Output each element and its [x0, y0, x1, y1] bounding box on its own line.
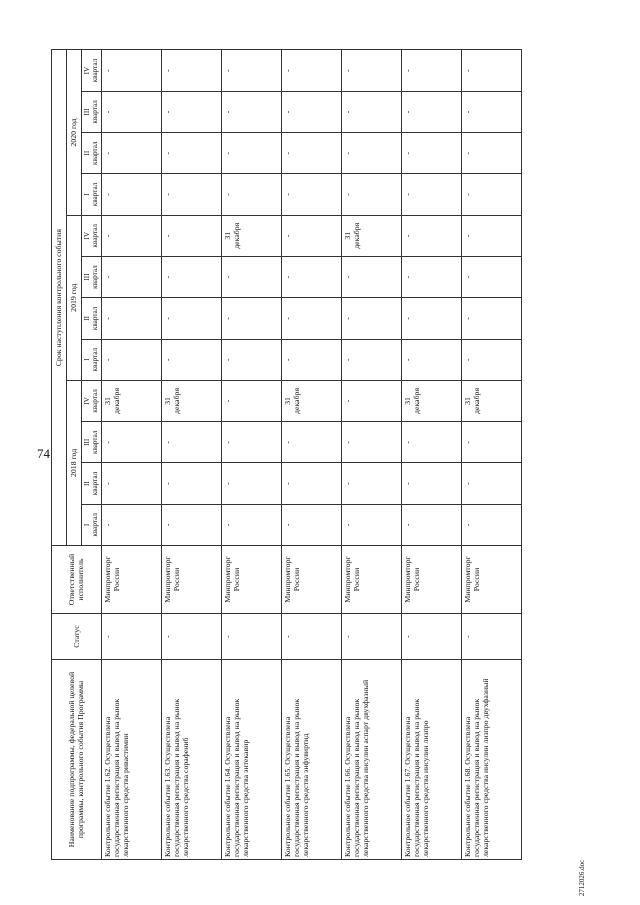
- deadline-cell: [281, 422, 341, 463]
- deadline-value: -: [282, 440, 292, 444]
- header-responsible: Ответственный исполнитель: [52, 546, 102, 614]
- deadline-value: -: [102, 317, 112, 320]
- deadline-value: -: [462, 440, 472, 444]
- deadline-cell: [461, 174, 521, 215]
- header-year: 2018 год: [67, 380, 82, 545]
- deadline-cell: [341, 504, 401, 545]
- deadline-cell: [101, 50, 161, 91]
- deadline-cell: [161, 298, 221, 339]
- deadline-cell: [281, 174, 341, 215]
- deadline-cell: [221, 50, 281, 91]
- table-row: [461, 50, 521, 860]
- event-status: -: [401, 614, 461, 660]
- event-responsible: Минпромторг России: [281, 546, 341, 614]
- deadline-value: -: [402, 151, 412, 155]
- event-responsible: Минпромторг России: [221, 546, 281, 614]
- deadline-value: -: [402, 317, 412, 320]
- deadline-value: -: [222, 275, 232, 279]
- header-year: 2020 год: [67, 50, 82, 215]
- deadline-cell: [341, 91, 401, 132]
- deadline-value: -: [402, 193, 412, 196]
- event-responsible: Минпромторг России: [101, 546, 161, 614]
- deadline-value: -: [222, 358, 232, 361]
- deadline-cell: [161, 215, 221, 256]
- deadline-value: -: [222, 482, 232, 485]
- event-name: Контрольное событие 1.64. Осуществлена государственная регистрация и вывод на рынок лекарственного средства энтекавир: [221, 660, 281, 860]
- header-quarter: [82, 339, 102, 380]
- deadline-value: -: [402, 440, 412, 444]
- deadline-value: 31 декабря: [402, 387, 422, 414]
- deadline-value: -: [222, 110, 232, 114]
- table-row: [221, 50, 281, 860]
- deadline-value: -: [102, 358, 112, 361]
- deadline-value: -: [282, 69, 292, 72]
- quarter-numeral: I: [83, 193, 91, 196]
- event-status: -: [461, 614, 521, 660]
- deadline-value: -: [282, 110, 292, 114]
- deadline-value: 31 декабря: [102, 387, 122, 414]
- header-quarter: [82, 174, 102, 215]
- deadline-cell: [341, 298, 401, 339]
- table-row: [161, 50, 221, 860]
- quarter-word: квартал: [91, 347, 100, 372]
- deadline-value: -: [162, 110, 172, 114]
- event-status: -: [161, 614, 221, 660]
- quarter-numeral: II: [83, 481, 91, 486]
- deadline-value: -: [462, 482, 472, 485]
- deadline-value: -: [222, 151, 232, 155]
- deadline-value: -: [462, 110, 472, 114]
- deadline-cell: [461, 215, 521, 256]
- deadline-cell: [401, 504, 461, 545]
- deadline-cell: [161, 91, 221, 132]
- deadline-cell: [461, 463, 521, 504]
- deadline-cell: [221, 339, 281, 380]
- deadline-value: -: [162, 151, 172, 155]
- deadline-cell: [341, 215, 401, 256]
- deadline-value: -: [102, 110, 112, 114]
- deadline-value: -: [162, 440, 172, 444]
- deadline-cell: [221, 91, 281, 132]
- deadline-cell: [341, 339, 401, 380]
- deadline-cell: [101, 133, 161, 174]
- deadline-cell: [401, 380, 461, 421]
- deadline-cell: [461, 422, 521, 463]
- deadline-cell: [101, 256, 161, 297]
- deadline-value: -: [162, 69, 172, 72]
- deadline-cell: [101, 339, 161, 380]
- deadline-cell: [281, 256, 341, 297]
- quarter-word: квартал: [91, 389, 100, 413]
- deadline-cell: [281, 50, 341, 91]
- deadline-value: -: [342, 358, 352, 361]
- deadline-cell: [101, 215, 161, 256]
- deadline-value: -: [462, 69, 472, 72]
- deadline-cell: [341, 380, 401, 421]
- deadline-value: -: [462, 317, 472, 320]
- deadline-cell: [281, 298, 341, 339]
- deadline-cell: [461, 298, 521, 339]
- deadline-cell: [161, 380, 221, 421]
- deadline-value: -: [102, 69, 112, 72]
- event-name: Контрольное событие 1.63. Осуществлена государственная регистрация и вывод на рынок лекарственного средства сорафениб: [161, 660, 221, 860]
- quarter-numeral: IV: [83, 66, 91, 75]
- deadline-cell: [161, 50, 221, 91]
- deadline-value: 31 декабря: [162, 387, 182, 414]
- deadline-cell: [161, 504, 221, 545]
- deadline-cell: [281, 380, 341, 421]
- deadline-value: -: [462, 523, 472, 527]
- event-name: Контрольное событие 1.62. Осуществлена государственная регистрация и вывод на рынок лекарственного средства ривастимин: [101, 660, 161, 860]
- event-responsible: Минпромторг России: [161, 546, 221, 614]
- header-quarter: [82, 504, 102, 545]
- deadline-value: -: [162, 358, 172, 361]
- deadline-cell: [281, 215, 341, 256]
- event-status: -: [101, 614, 161, 660]
- deadline-value: -: [402, 482, 412, 485]
- deadline-cell: [101, 422, 161, 463]
- deadline-value: -: [222, 317, 232, 320]
- deadline-value: -: [462, 275, 472, 279]
- deadline-value: -: [342, 440, 352, 444]
- header-quarter: [82, 422, 102, 463]
- deadline-cell: [401, 50, 461, 91]
- deadline-cell: [161, 339, 221, 380]
- deadline-value: -: [402, 234, 412, 238]
- quarter-word: квартал: [91, 513, 100, 537]
- quarter-numeral: III: [83, 273, 91, 281]
- deadline-cell: [161, 174, 221, 215]
- deadline-cell: [221, 133, 281, 174]
- event-status: -: [281, 614, 341, 660]
- event-responsible: Минпромторг России: [461, 546, 521, 614]
- deadline-cell: [341, 422, 401, 463]
- deadline-value: -: [102, 440, 112, 444]
- quarter-numeral: I: [83, 523, 91, 527]
- deadline-cell: [101, 91, 161, 132]
- deadline-value: -: [342, 482, 352, 485]
- deadline-value: -: [222, 193, 232, 196]
- event-name: Контрольное событие 1.66. Осуществлена государственная регистрация и вывод на рынок лекарственного средства инсулин аспарт двухфазный: [341, 660, 401, 860]
- deadline-value: -: [402, 523, 412, 527]
- deadline-cell: [221, 463, 281, 504]
- event-status: -: [341, 614, 401, 660]
- header-year: 2019 год: [67, 215, 82, 380]
- deadline-value: -: [402, 110, 412, 114]
- deadline-cell: [401, 256, 461, 297]
- deadline-value: -: [162, 317, 172, 320]
- deadline-cell: [341, 174, 401, 215]
- deadline-value: -: [222, 523, 232, 527]
- deadline-value: -: [342, 151, 352, 155]
- deadline-cell: [101, 174, 161, 215]
- header-quarter: [82, 256, 102, 297]
- footer-filename-box: [575, 858, 589, 898]
- deadline-cell: [461, 256, 521, 297]
- event-name: Контрольное событие 1.67. Осуществлена государственная регистрация и вывод на рынок лекарственного средства инсулин лизпро: [401, 660, 461, 860]
- deadline-value: -: [342, 317, 352, 320]
- quarter-word: квартал: [91, 265, 100, 289]
- event-responsible: Минпромторг России: [401, 546, 461, 614]
- deadline-value: -: [102, 275, 112, 279]
- header-quarter: [82, 463, 102, 504]
- deadline-cell: [401, 133, 461, 174]
- page-number: 74: [37, 446, 50, 461]
- deadline-value: -: [222, 69, 232, 72]
- rotated-table-container: [51, 50, 571, 860]
- quarter-numeral: II: [83, 315, 91, 321]
- deadline-value: -: [342, 193, 352, 196]
- deadline-value: 31 декабря: [222, 222, 242, 249]
- quarter-word: квартал: [91, 430, 100, 455]
- deadline-cell: [101, 504, 161, 545]
- deadline-value: -: [342, 399, 352, 403]
- deadline-cell: [401, 463, 461, 504]
- table-row: [401, 50, 461, 860]
- deadline-cell: [221, 422, 281, 463]
- deadline-cell: [461, 339, 521, 380]
- deadline-value: -: [462, 193, 472, 196]
- deadline-cell: [221, 215, 281, 256]
- deadline-cell: [461, 504, 521, 545]
- footer-filename: 2712026.doc: [578, 859, 586, 897]
- header-quarter: [82, 215, 102, 256]
- deadline-cell: [401, 298, 461, 339]
- deadline-value: -: [162, 193, 172, 196]
- deadline-value: -: [282, 275, 292, 279]
- deadline-value: -: [162, 234, 172, 238]
- deadline-cell: [401, 422, 461, 463]
- deadline-value: -: [162, 523, 172, 527]
- deadline-value: -: [102, 523, 112, 527]
- deadline-value: -: [282, 523, 292, 527]
- quarter-word: квартал: [91, 224, 100, 248]
- quarter-word: квартал: [91, 141, 100, 165]
- deadline-value: -: [102, 234, 112, 238]
- event-responsible: Минпромторг России: [341, 546, 401, 614]
- deadline-cell: [221, 380, 281, 421]
- deadline-cell: [461, 50, 521, 91]
- deadline-value: -: [102, 193, 112, 196]
- deadline-cell: [341, 463, 401, 504]
- quarter-numeral: I: [83, 358, 91, 361]
- header-deadline: Срок наступления контрольного события: [52, 50, 67, 546]
- quarter-numeral: II: [83, 150, 91, 156]
- header-name: Наименование подпрограммы, федеральной целевой программы, контрольного события Программы: [52, 660, 102, 860]
- deadline-cell: [161, 422, 221, 463]
- deadline-value: -: [402, 275, 412, 279]
- quarter-word: квартал: [91, 58, 100, 83]
- deadline-cell: [221, 298, 281, 339]
- table-header: [52, 50, 102, 860]
- control-events-table: [51, 49, 522, 860]
- quarter-numeral: IV: [83, 397, 91, 405]
- deadline-value: -: [282, 151, 292, 155]
- deadline-value: -: [342, 523, 352, 527]
- deadline-cell: [341, 256, 401, 297]
- quarter-word: квартал: [91, 100, 100, 124]
- deadline-cell: [101, 298, 161, 339]
- deadline-value: -: [282, 234, 292, 238]
- deadline-cell: [221, 174, 281, 215]
- deadline-cell: [341, 133, 401, 174]
- deadline-cell: [461, 380, 521, 421]
- deadline-value: -: [282, 482, 292, 485]
- deadline-value: -: [402, 358, 412, 361]
- deadline-cell: [461, 91, 521, 132]
- event-name: Контрольное событие 1.65. Осуществлена государственная регистрация и вывод на рынок лекарственного средства энфувиртид: [281, 660, 341, 860]
- deadline-value: -: [342, 69, 352, 72]
- deadline-cell: [101, 463, 161, 504]
- deadline-cell: [461, 133, 521, 174]
- quarter-word: квартал: [91, 182, 100, 207]
- quarter-word: квартал: [91, 471, 100, 496]
- deadline-value: -: [282, 193, 292, 196]
- deadline-value: -: [342, 275, 352, 279]
- deadline-cell: [401, 215, 461, 256]
- deadline-value: -: [462, 234, 472, 238]
- deadline-value: -: [222, 440, 232, 444]
- deadline-value: -: [102, 151, 112, 155]
- header-quarter: [82, 298, 102, 339]
- event-name: Контрольное событие 1.68. Осуществлена государственная регистрация и вывод на рынок лекарственного средства инсулин лизпро двухфазный: [461, 660, 521, 860]
- deadline-cell: [161, 256, 221, 297]
- deadline-cell: [161, 133, 221, 174]
- header-quarter: [82, 91, 102, 132]
- event-status: -: [221, 614, 281, 660]
- deadline-cell: [341, 50, 401, 91]
- deadline-cell: [401, 174, 461, 215]
- quarter-numeral: IV: [83, 231, 91, 240]
- deadline-cell: [161, 463, 221, 504]
- deadline-value: -: [102, 482, 112, 485]
- deadline-value: 31 декабря: [462, 387, 482, 414]
- table-body: [101, 50, 521, 860]
- deadline-value: 31 декабря: [342, 222, 362, 249]
- deadline-value: -: [342, 110, 352, 114]
- quarter-numeral: III: [83, 108, 91, 116]
- deadline-cell: [401, 339, 461, 380]
- table-row: [101, 50, 161, 860]
- deadline-value: -: [282, 317, 292, 320]
- quarter-numeral: III: [83, 438, 91, 446]
- deadline-cell: [221, 256, 281, 297]
- deadline-value: -: [162, 275, 172, 279]
- deadline-cell: [281, 91, 341, 132]
- deadline-cell: [281, 133, 341, 174]
- deadline-value: -: [282, 358, 292, 361]
- table-row: [281, 50, 341, 860]
- header-status: Статус: [52, 614, 102, 660]
- deadline-cell: [281, 339, 341, 380]
- deadline-value: 31 декабря: [282, 387, 302, 414]
- deadline-value: -: [462, 358, 472, 361]
- header-quarter: [82, 380, 102, 421]
- deadline-value: -: [222, 399, 232, 403]
- deadline-cell: [221, 504, 281, 545]
- deadline-cell: [281, 463, 341, 504]
- deadline-cell: [401, 91, 461, 132]
- deadline-cell: [281, 504, 341, 545]
- deadline-cell: [101, 380, 161, 421]
- table-row: [341, 50, 401, 860]
- header-quarter: [82, 50, 102, 91]
- quarter-word: квартал: [91, 306, 100, 331]
- deadline-value: -: [162, 482, 172, 485]
- deadline-value: -: [402, 69, 412, 72]
- header-quarter: [82, 133, 102, 174]
- deadline-value: -: [462, 151, 472, 155]
